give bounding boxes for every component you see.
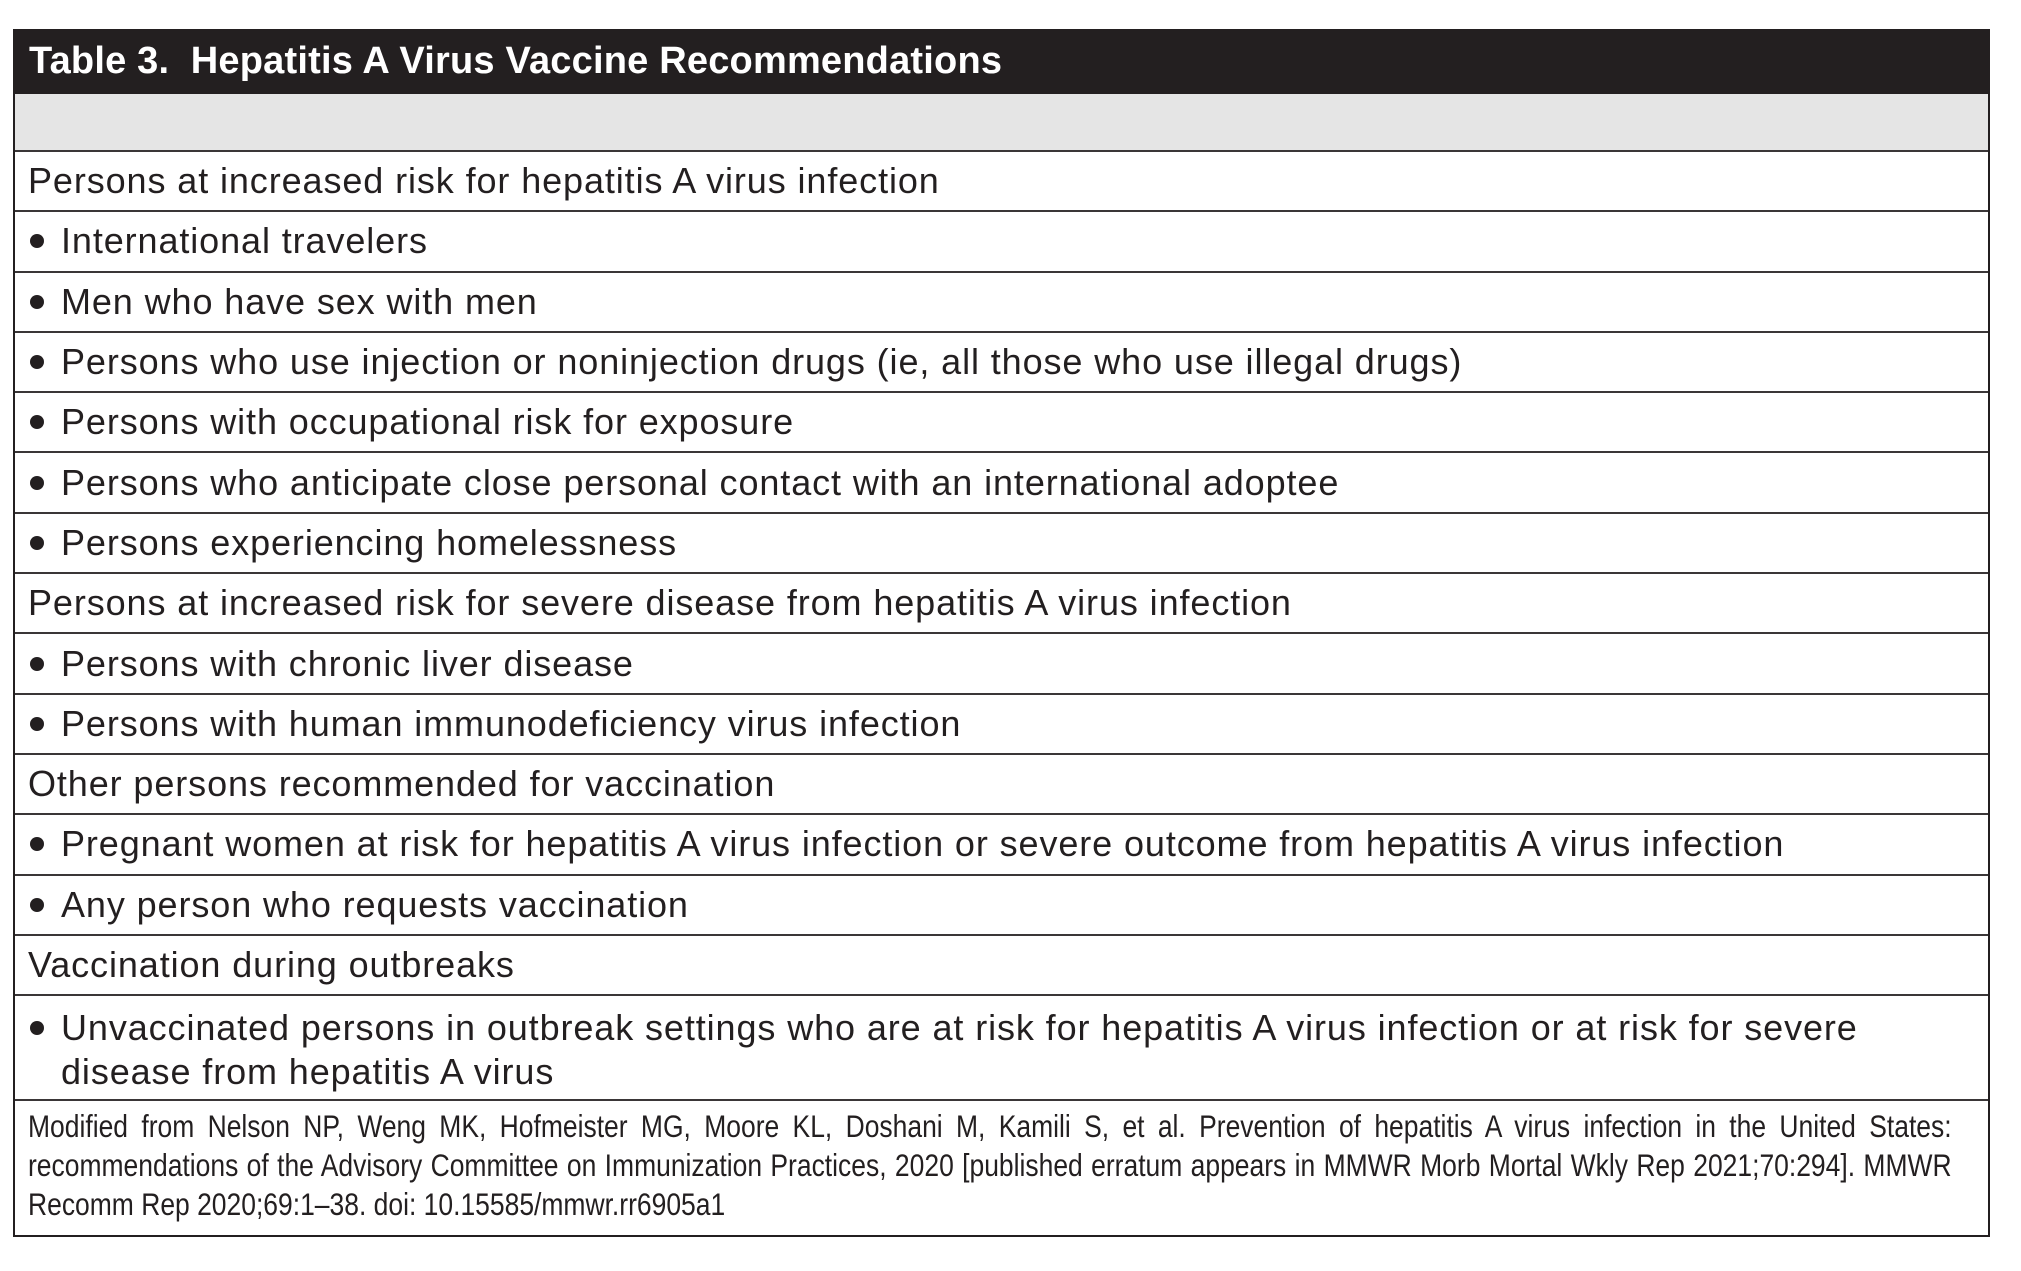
bullet-icon <box>30 536 44 550</box>
footnote-text: Modified from Nelson NP, Weng MK, Hofmeister MG, Moore KL, Doshani M, Kamili S, et al. Prevention of hepatitis A virus infection in the United States: recommendations of the Advisory Committee on Immunization Practices, 2020 [published erratum appears in MMWR Morb Mortal Wkly Rep 2021;70:294]. MMWR Recomm Rep 2020;69:1–38. doi: 10.15585/mmwr.rr6905a1 <box>28 1108 1952 1223</box>
bullet-icon <box>30 415 44 429</box>
bullet-icon <box>30 1021 44 1035</box>
list-item-text: Persons who anticipate close personal contact with an international adoptee <box>61 461 1340 503</box>
list-item-text: Persons with occupational risk for exposure <box>61 401 795 443</box>
list-item <box>15 273 1988 333</box>
section-row <box>15 755 1988 815</box>
list-item <box>15 514 1988 574</box>
list-item <box>15 996 1988 1101</box>
table-header-band <box>15 94 1988 152</box>
table-title: Table 3. Hepatitis A Virus Vaccine Recommendations <box>29 40 1003 82</box>
section-row <box>15 152 1988 212</box>
table-footnote <box>15 1101 1988 1235</box>
section-label: Persons at increased risk for hepatitis A virus infection <box>28 160 940 202</box>
bullet-icon <box>30 717 44 731</box>
list-item-text: Unvaccinated persons in outbreak settings who are at risk for hepatitis A virus infection or at risk for severe disease from hepatitis A virus <box>61 1007 1858 1093</box>
list-item-text: Persons who use injection or noninjection drugs (ie, all those who use illegal drugs) <box>61 341 1463 383</box>
list-item <box>15 453 1988 513</box>
table-title-bar <box>13 29 1990 94</box>
bullet-icon <box>30 657 44 671</box>
bullet-icon <box>30 355 44 369</box>
section-row <box>15 574 1988 634</box>
recommendations-table <box>13 29 1990 1237</box>
list-item-text: Persons with chronic liver disease <box>61 642 634 684</box>
list-item <box>15 876 1988 936</box>
list-item-text: Men who have sex with men <box>61 280 538 322</box>
bullet-icon <box>30 837 44 851</box>
list-item <box>15 393 1988 453</box>
list-item <box>15 695 1988 755</box>
list-item <box>15 333 1988 393</box>
list-item <box>15 634 1988 694</box>
section-label: Vaccination during outbreaks <box>28 944 515 985</box>
section-row <box>15 936 1988 996</box>
list-item-text: Any person who requests vaccination <box>61 883 689 925</box>
list-item-text: Persons experiencing homelessness <box>61 521 678 563</box>
bullet-icon <box>30 234 44 248</box>
list-item <box>15 815 1988 875</box>
list-item-text: Persons with human immunodeficiency virus infection <box>61 702 962 744</box>
section-label: Other persons recommended for vaccination <box>28 763 776 805</box>
list-item <box>15 212 1988 272</box>
section-label: Persons at increased risk for severe disease from hepatitis A virus infection <box>28 582 1292 624</box>
bullet-icon <box>30 476 44 490</box>
bullet-icon <box>30 295 44 309</box>
list-item-text: International travelers <box>61 220 428 262</box>
bullet-icon <box>30 898 44 912</box>
list-item-text: Pregnant women at risk for hepatitis A virus infection or severe outcome from hepatitis A virus infection <box>61 823 1785 865</box>
